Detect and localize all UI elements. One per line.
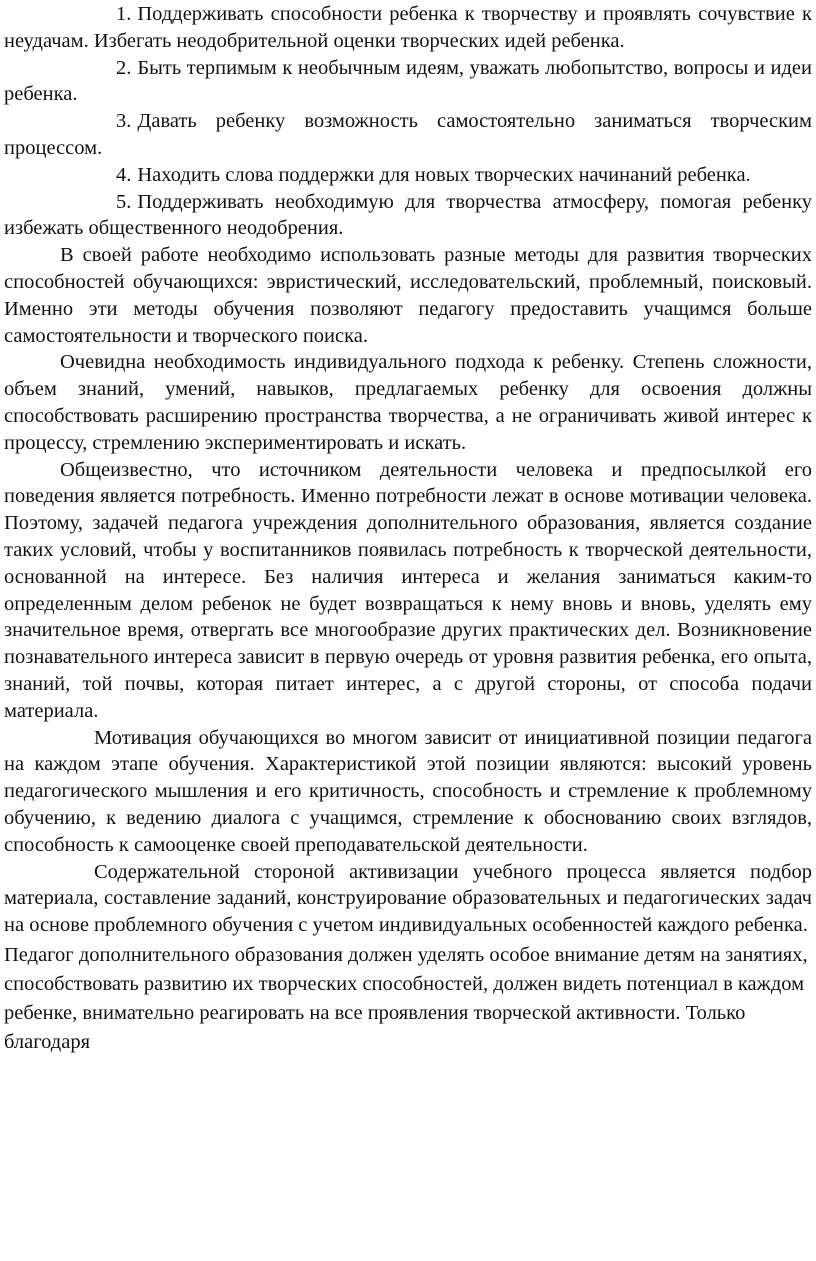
list-item-1 (4, 1, 812, 55)
list-number: 3. (116, 110, 132, 133)
list-number: 2. (116, 56, 132, 79)
paragraph-individual-approach: Очевидна необходимость индивидуального подхода к ребенку. Степень сложности, объем знаний, умений, навыков, предлагаемых ребенку для освоения должны способствовать расширению пространства творчества, а не ограничивать живой интерес к процессу, стремлению экспериментировать и искать. (4, 351, 812, 454)
list-item-5 (4, 189, 812, 243)
list-item-text: Поддерживать необходимую для творчества атмосферу, помогая ребенку избежать общественного неодобрения. (4, 190, 812, 240)
list-item-text: Давать ребенку возможность самостоятельно заниматься творческим процессом. (4, 110, 812, 159)
list-item-2 (4, 55, 812, 109)
paragraph-methods: В своей работе необходимо использовать разные методы для развития творческих способностей обучающихся: эвристический, исследовательский, проблемный, поисковый. Именно эти методы обучения позволяют педагогу предоставить учащимся больше самостоятельности и творческого поиска. (4, 244, 812, 347)
list-item-4 (4, 162, 812, 189)
list-item-text: Находить слова поддержки для новых творческих начинаний ребенка. (137, 163, 751, 186)
list-item-text: Поддерживать способности ребенка к творчеству и проявлять сочувствие к неудачам. Избегать неодобрительной оценки творческих идей ребенка. (4, 3, 812, 52)
paragraph-motivation-need: Общеизвестно, что источником деятельности человека и предпосылкой его поведения является потребность. Именно потребности лежат в основе мотивации человека. Поэтому, задачей педагога учреждения дополнительного образования, является создание таких условий, чтобы у воспитанников появилась потребность к творческой деятельности, основанной на интересе. Без наличия интереса и желания заниматься каким-то определенным делом ребенок не будет возвращаться к нему вновь и вновь, уделять ему значительное время, отвергать все многообразие других практических дел. Возникновение познавательного интереса зависит в первую очередь от уровня развития ребенка, его опыта, знаний, той почвы, которая питает интерес, а с другой стороны, от способа подачи материала. (4, 458, 812, 722)
list-number: 4. (116, 163, 132, 186)
list-number: 5. (116, 190, 132, 213)
paragraph-teacher-position: Мотивация обучающихся во многом зависит от инициативной позиции педагога на каждом этапе обучения. Характеристикой этой позиции являются: высокий уровень педагогического мышления и его критичность, способность и стремление к проблемному обучению, к ведению диалога с учащимся, стремление к обоснованию своих взглядов, способность к самооценке своей преподавательской деятельности. (4, 726, 812, 856)
list-item-3 (4, 108, 812, 162)
list-number: 1. (116, 3, 132, 25)
paragraph-activation: Содержательной стороной активизации учебного процесса является подбор материала, составление заданий, конструирование образовательных и педагогических задач на основе проблемного обучения с учетом индивидуальных особенностей каждого ребенка. (4, 860, 812, 937)
list-item-text: Быть терпимым к необычным идеям, уважать любопытство, вопросы и идеи ребенка. (4, 56, 812, 106)
paragraph-teacher-attention: Педагог дополнительного образования должен уделять особое внимание детям на занятиях, способствовать развитию их творческих способностей, должен видеть потенциал в каждом ребенке, внимательно реагировать на все проявления творческой активности. Только благодаря (4, 943, 808, 1053)
